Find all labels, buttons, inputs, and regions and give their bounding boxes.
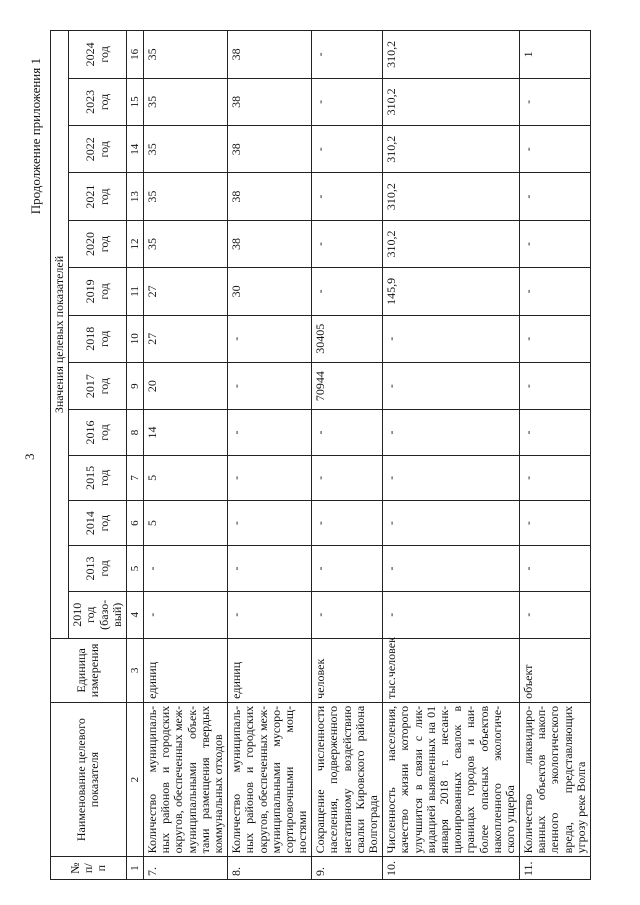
value-cell: -: [383, 315, 520, 362]
year-header: 2022 год: [69, 126, 127, 173]
value-cell: -: [520, 591, 591, 638]
value-cell: 5: [144, 455, 228, 500]
value-cell: -: [383, 500, 520, 545]
value-cell: -: [312, 173, 383, 220]
table-row: [228, 31, 312, 880]
year-header: 2020 год: [69, 220, 127, 267]
value-cell: -: [520, 315, 591, 362]
value-cell: -: [312, 455, 383, 500]
column-numbers-row: [126, 31, 143, 880]
year-header: 2017 год: [69, 362, 127, 409]
value-cell: -: [228, 455, 312, 500]
header-no: № п/п: [51, 857, 127, 880]
column-number: 10: [126, 315, 143, 362]
value-cell: -: [312, 78, 383, 125]
value-cell: 310,2: [383, 220, 520, 267]
value-cell: -: [520, 362, 591, 409]
continuation-label: Продолжение приложения 1: [28, 58, 43, 215]
value-cell: 310,2: [383, 78, 520, 125]
column-number: 13: [126, 173, 143, 220]
year-header: 2023 год: [69, 78, 127, 125]
value-cell: 35: [144, 78, 228, 125]
value-cell: -: [383, 362, 520, 409]
value-cell: -: [312, 591, 383, 638]
value-cell: -: [520, 126, 591, 173]
value-cell: -: [383, 546, 520, 591]
unit: единиц: [228, 638, 312, 702]
year-header: 2024 год: [69, 31, 127, 79]
value-cell: 30405: [312, 315, 383, 362]
column-number: 8: [126, 410, 143, 455]
value-cell: -: [312, 126, 383, 173]
value-cell: 35: [144, 173, 228, 220]
year-header: 2014 год: [69, 500, 127, 545]
value-cell: -: [144, 546, 228, 591]
value-cell: -: [520, 173, 591, 220]
value-cell: -: [520, 455, 591, 500]
value-cell: -: [312, 500, 383, 545]
value-cell: -: [228, 546, 312, 591]
value-cell: 27: [144, 315, 228, 362]
header-row-1: [51, 31, 69, 880]
value-cell: -: [312, 31, 383, 79]
row-number: 7.: [144, 857, 228, 880]
value-cell: -: [228, 410, 312, 455]
column-number: 5: [126, 546, 143, 591]
column-number: 3: [126, 638, 143, 702]
value-cell: -: [312, 268, 383, 315]
value-cell: -: [383, 410, 520, 455]
unit: единиц: [144, 638, 228, 702]
value-cell: 27: [144, 268, 228, 315]
table-row: [144, 31, 228, 880]
year-header: 2016 год: [69, 410, 127, 455]
value-cell: 38: [228, 173, 312, 220]
year-header: 2010 год (базо- вый): [69, 591, 127, 638]
value-cell: 38: [228, 78, 312, 125]
value-cell: -: [520, 78, 591, 125]
value-cell: 35: [144, 220, 228, 267]
header-name: Наименование целевого показателя: [51, 702, 127, 857]
row-number: 8.: [228, 857, 312, 880]
year-header: 2018 год: [69, 315, 127, 362]
column-number: 4: [126, 591, 143, 638]
table-row: [383, 31, 520, 880]
value-cell: 14: [144, 410, 228, 455]
value-cell: 30: [228, 268, 312, 315]
column-number: 9: [126, 362, 143, 409]
value-cell: 310,2: [383, 31, 520, 79]
column-number: 15: [126, 78, 143, 125]
table-row: [312, 31, 383, 880]
value-cell: 70944: [312, 362, 383, 409]
value-cell: 145,9: [383, 268, 520, 315]
year-header: 2013 год: [69, 546, 127, 591]
table-row: [520, 31, 591, 880]
header-unit: Единица измерения: [51, 638, 127, 702]
value-cell: -: [312, 410, 383, 455]
value-cell: -: [144, 591, 228, 638]
value-cell: 38: [228, 220, 312, 267]
header-values: Значения целевых показателей: [51, 31, 69, 639]
unit: тыс.человек: [383, 638, 520, 702]
value-cell: -: [228, 500, 312, 545]
value-cell: -: [520, 220, 591, 267]
value-cell: 20: [144, 362, 228, 409]
indicators-table: [50, 30, 591, 880]
column-number: 7: [126, 455, 143, 500]
value-cell: 38: [228, 126, 312, 173]
year-header: 2021 год: [69, 173, 127, 220]
value-cell: -: [312, 220, 383, 267]
value-cell: 35: [144, 126, 228, 173]
value-cell: -: [520, 410, 591, 455]
column-number: 16: [126, 31, 143, 79]
column-number: 6: [126, 500, 143, 545]
row-number: 11.: [520, 857, 591, 880]
indicator-name: Численность населения, качество жизни которого улучшится в связи с лик- видацией выявленных на 01 января 2018 г. несанк- ционированных свалок в границах городов и наи- более опасных объектов накопленного экологиче- ского ущерба: [383, 702, 520, 857]
value-cell: -: [520, 500, 591, 545]
year-header: 2019 год: [69, 268, 127, 315]
column-number: 1: [126, 857, 143, 880]
value-cell: -: [520, 268, 591, 315]
column-number: 14: [126, 126, 143, 173]
value-cell: 38: [228, 31, 312, 79]
column-number: 2: [126, 702, 143, 857]
year-header: 2015 год: [69, 455, 127, 500]
value-cell: 5: [144, 500, 228, 545]
value-cell: 1: [520, 31, 591, 79]
row-number: 10.: [383, 857, 520, 880]
value-cell: -: [228, 362, 312, 409]
row-number: 9.: [312, 857, 383, 880]
indicator-name: Количество муниципаль- ных районов и городских округов, обеспеченных меж- муниципальными объек- тами размещения твердых коммунальных отходов: [144, 702, 228, 857]
value-cell: -: [383, 591, 520, 638]
unit: человек: [312, 638, 383, 702]
unit: объект: [520, 638, 591, 702]
value-cell: -: [228, 315, 312, 362]
indicator-name: Количество муниципаль- ных районов и городских округов, обеспеченных меж- муниципальными мусоро- сортировочными мощ- ностями: [228, 702, 312, 857]
indicator-name: Сокращение численности населения, подверженного негативному воздействию свалки Кировского района Волгограда: [312, 702, 383, 857]
column-number: 11: [126, 268, 143, 315]
value-cell: -: [383, 455, 520, 500]
page-number: 3: [22, 453, 37, 460]
value-cell: -: [520, 546, 591, 591]
value-cell: 35: [144, 31, 228, 79]
indicator-name: Количество ликвидиро- ванных объектов накоп- ленного экологического вреда, представляющих угрозу реке Волга: [520, 702, 591, 857]
value-cell: 310,2: [383, 173, 520, 220]
value-cell: 310,2: [383, 126, 520, 173]
value-cell: -: [228, 591, 312, 638]
value-cell: -: [312, 546, 383, 591]
column-number: 12: [126, 220, 143, 267]
